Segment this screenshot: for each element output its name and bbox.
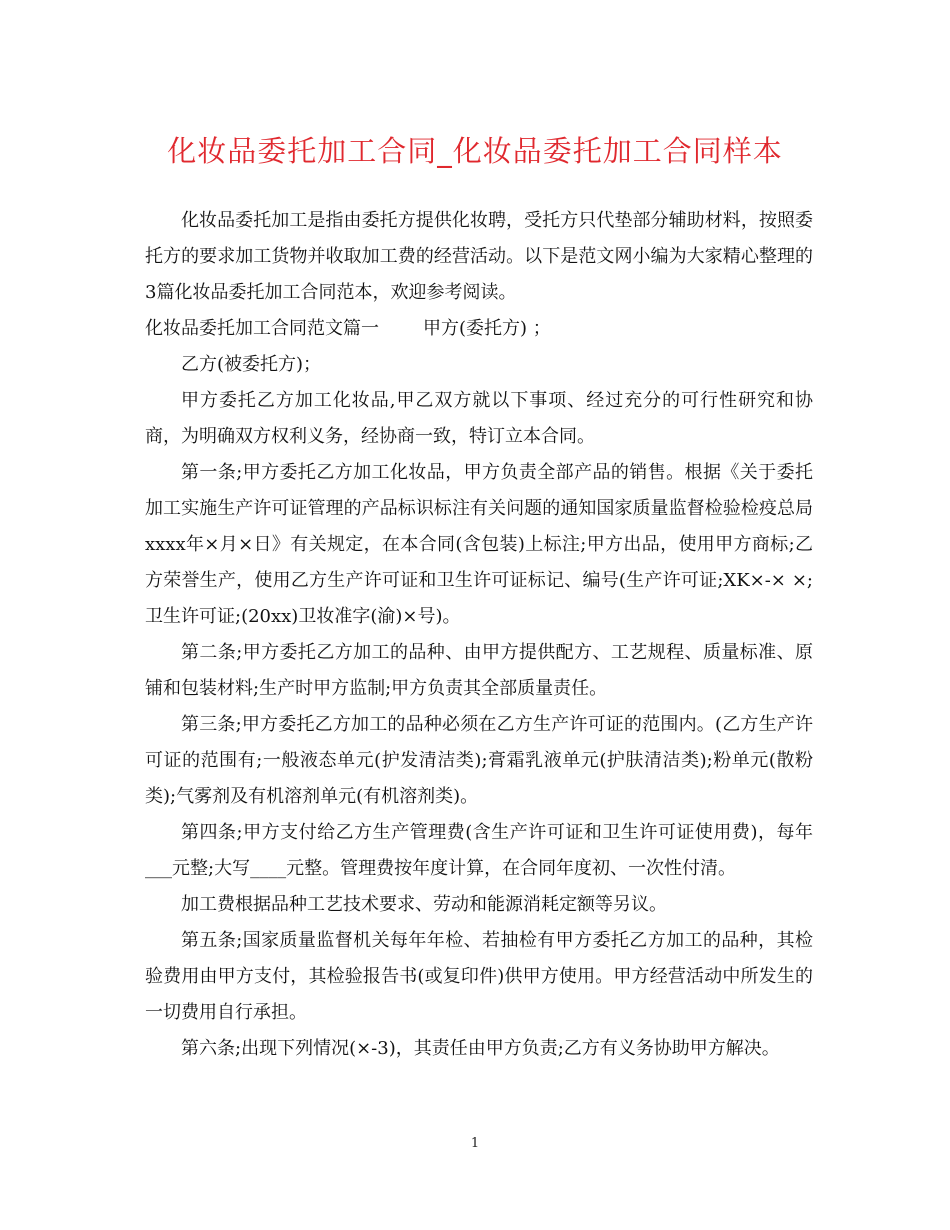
article-4: 第四条;甲方支付给乙方生产管理费(含生产许可证和卫生许可证使用费)，每年___元整;大写____元整。管理费按年度计算，在合同年度初、一次性付清。: [145, 822, 813, 879]
article-6: 第六条;出现下列情况(×-3)，其责任由甲方负责;乙方有义务协助甲方解决。: [181, 1038, 780, 1059]
article-2: 第二条;甲方委托乙方加工的品种、由甲方提供配方、工艺规程、质量标准、原铺和包装材料;生产时甲方监制;甲方负责其全部质量责任。: [145, 642, 813, 699]
section-heading: 化妆品委托加工合同范文篇一: [145, 318, 379, 339]
document-title: 化妆品委托加工合同_化妆品委托加工合同样本: [167, 134, 783, 168]
intro-paragraph: 化妆品委托加工是指由委托方提供化妆聘，受托方只代垫部分辅助材料，按照委托方的要求加工货物并收取加工费的经营活动。以下是范文网小编为大家精心整理的3篇化妆品委托加工合同范本，欢迎参考阅读。: [145, 210, 813, 303]
article-3: 第三条;甲方委托乙方加工的品种必须在乙方生产许可证的范围内。(乙方生产许可证的范围有;一般液态单元(护发清洁类);膏霜乳液单元(护肤清洁类);粉单元(散粉类);气雾剂及有机溶剂单元(有机溶剂类)。: [145, 714, 813, 807]
section-heading-line: [145, 311, 813, 347]
document-body: [145, 203, 813, 1067]
page-number: 1: [470, 1136, 480, 1151]
article-1: 第一条;甲方委托乙方加工化妆品，甲方负责全部产品的销售。根据《关于委托加工实施生产许可证管理的产品标识标注有关问题的通知国家质量监督检验检疫总局xxxx年×月×日》有关规定，在本合同(含包装)上标注;甲方出品，使用甲方商标;乙方荣誉生产，使用乙方生产许可证和卫生许可证标记、编号(生产许可证;XK×-× ×;卫生许可证;(20xx)卫妆准字(渝)×号)。: [145, 462, 813, 627]
party-b: 乙方(被委托方)；: [181, 354, 322, 375]
processing-fee-paragraph: 加工费根据品种工艺技术要求、劳动和能源消耗定额等另议。: [181, 894, 667, 915]
article-5: 第五条;国家质量监督机关每年年检、若抽检有甲方委托乙方加工的品种，其检验费用由甲方支付，其检验报告书(或复印件)供甲方使用。甲方经营活动中所发生的一切费用自行承担。: [145, 930, 813, 1023]
party-a: 甲方(委托方) ；: [423, 318, 551, 339]
agreement-paragraph: 甲方委托乙方加工化妆品,甲乙双方就以下事项、经过充分的可行性研究和协商，为明确双方权利义务，经协商一致，特订立本合同。: [145, 390, 813, 447]
